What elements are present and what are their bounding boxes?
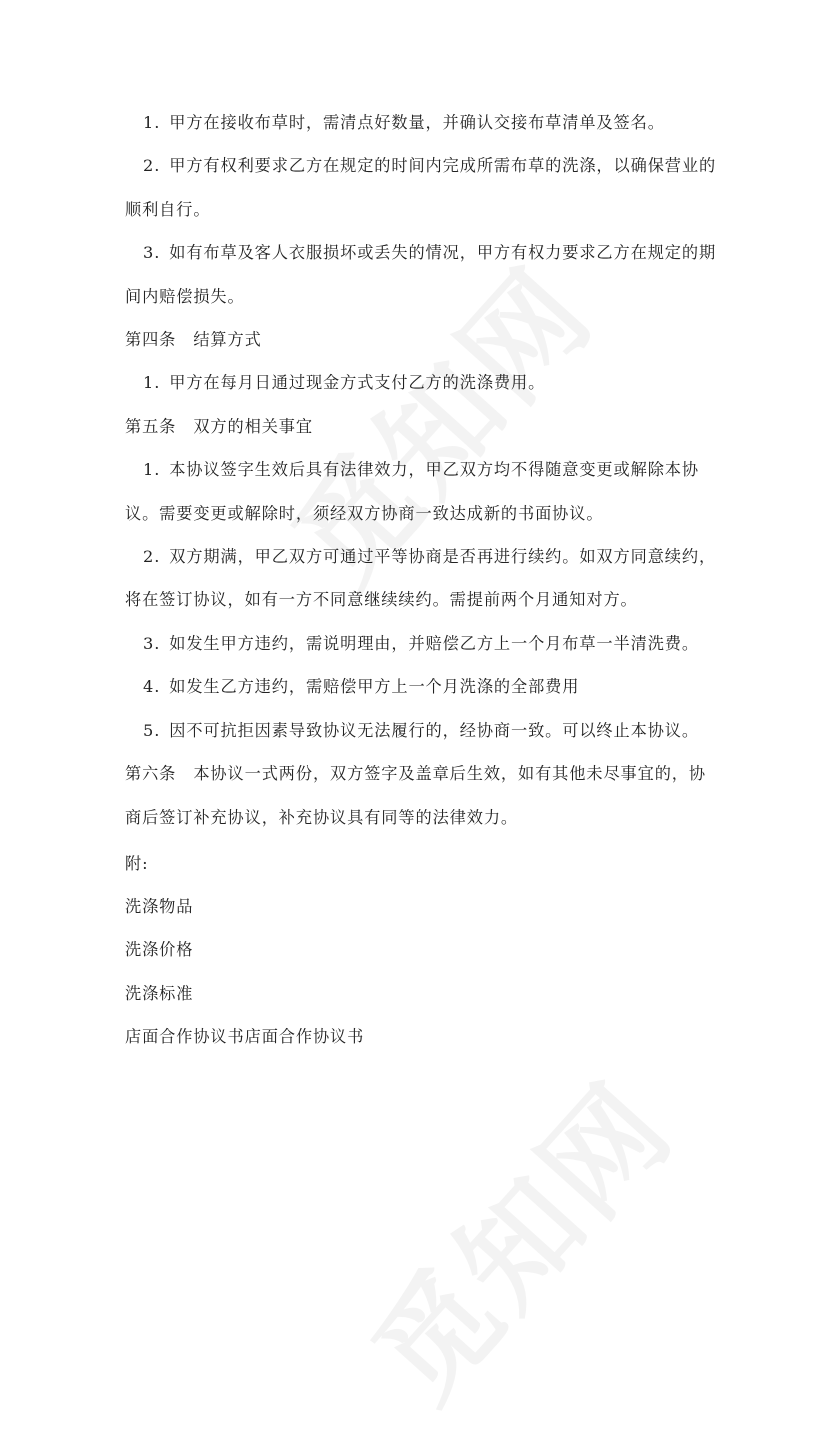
clause-6-text-cont: 商后签订补充协议，补充协议具有同等的法律效力。 (125, 808, 519, 827)
item-number: 2. (143, 156, 161, 175)
item-number: 3. (143, 243, 161, 262)
item-text: 如发生乙方违约，需赔偿甲方上一个月洗涤的全部费用 (169, 677, 580, 696)
clause-5-item-4 (143, 674, 579, 700)
appendix-heading: 附: (125, 854, 149, 873)
clause-3-item-1 (143, 110, 665, 136)
item-text: 本协议签字生效后具有法律效力，甲乙双方均不得随意变更或解除本协 (169, 460, 699, 479)
clause-5-item-3 (143, 631, 699, 657)
item-number: 3. (143, 634, 161, 653)
appendix-item-washing-standard: 洗涤标准 (125, 984, 194, 1003)
item-text: 双方期满，甲乙双方可通过平等协商是否再进行续约。如双方同意续约， (169, 547, 717, 566)
appendix-item-washing-price: 洗涤价格 (125, 940, 194, 959)
item-number: 1. (143, 373, 161, 392)
item-text: 如有布草及客人衣服损坏或丢失的情况，甲方有权力要求乙方在规定的期 (169, 243, 717, 262)
item-text: 甲方有权利要求乙方在规定的时间内完成所需布草的洗涤，以确保营业的 (169, 156, 717, 175)
clause-3-item-3-cont: 间内赔偿损失。 (125, 287, 245, 306)
clause-5-item-2 (143, 544, 716, 570)
clause-5-item-2-cont: 将在签订协议，如有一方不同意继续续约。需提前两个月通知对方。 (125, 590, 638, 609)
clause-5-heading: 第五条 双方的相关事宜 (125, 417, 313, 436)
item-number: 1. (143, 460, 161, 479)
clause-5-item-1-cont: 议。需要变更或解除时，须经双方协商一致达成新的书面协议。 (125, 504, 604, 523)
item-text: 因不可抗拒因素导致协议无法履行的，经协商一致。可以终止本协议。 (169, 721, 699, 740)
clause-3-item-2 (143, 153, 716, 179)
item-text: 如发生甲方违约，需说明理由，并赔偿乙方上一个月布草一半清洗费。 (169, 634, 699, 653)
clause-4-item-1 (143, 370, 545, 396)
clause-6-text: 第六条 本协议一式两份，双方签字及盖章后生效，如有其他未尽事宜的，协 (125, 764, 706, 783)
clause-3-item-2-cont: 顺利自行。 (125, 200, 211, 219)
clause-5-item-1 (143, 457, 699, 483)
item-number: 4. (143, 677, 161, 696)
item-number: 2. (143, 547, 161, 566)
clause-3-item-3 (143, 240, 716, 266)
watermark (328, 1040, 703, 1430)
item-text: 甲方在每月日通过现金方式支付乙方的洗涤费用。 (169, 373, 546, 392)
clause-4-heading: 第四条 结算方式 (125, 330, 262, 349)
item-number: 5. (143, 721, 161, 740)
item-number: 1. (143, 113, 161, 132)
item-text: 甲方在接收布草时，需清点好数量，并确认交接布草清单及签名。 (169, 113, 665, 132)
clause-5-item-5 (143, 718, 699, 744)
appendix-item-washing-items: 洗涤物品 (125, 897, 194, 916)
document-footer-title: 店面合作协议书店面合作协议书 (125, 1027, 365, 1046)
